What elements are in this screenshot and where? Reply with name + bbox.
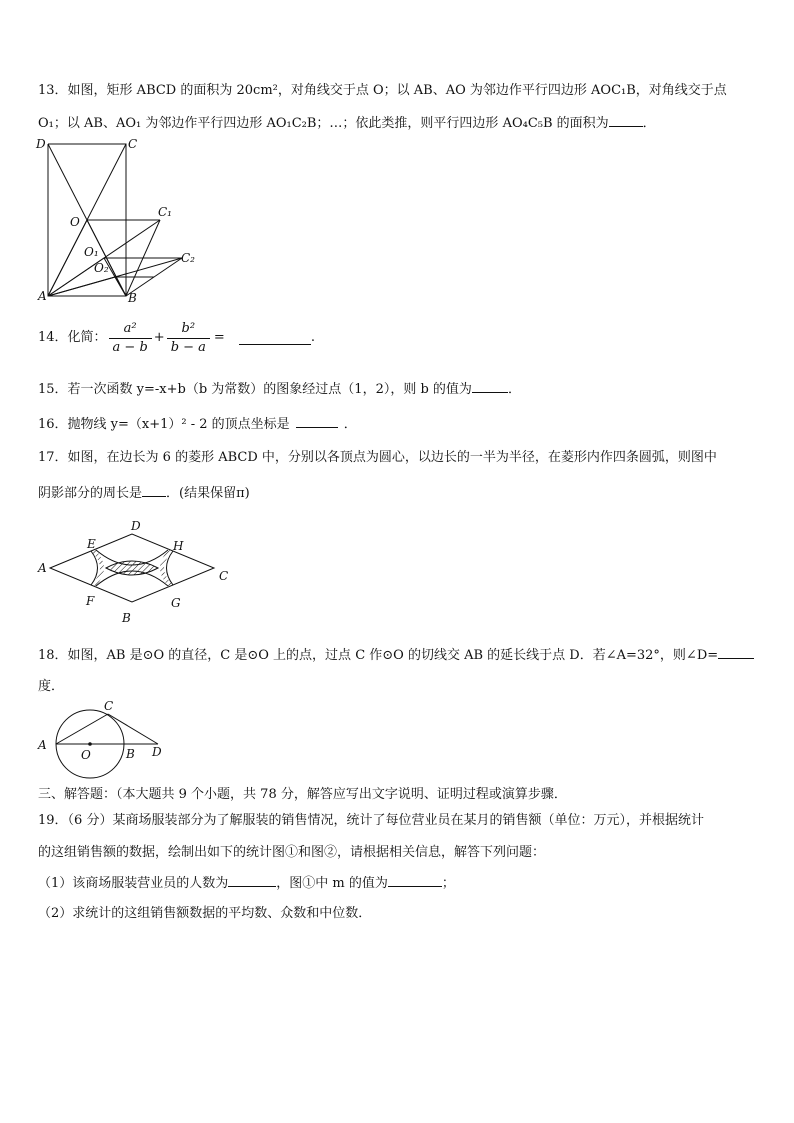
- q13-line2-end: ．: [642, 116, 656, 131]
- q18-line2: 度．: [38, 679, 65, 694]
- q14-prefix: 14．化简：: [38, 330, 107, 345]
- q14-suffix: .: [310, 330, 315, 345]
- q14-plus: +: [153, 330, 165, 345]
- q18-label-d: D: [152, 745, 162, 759]
- q14-answer-blank[interactable]: [239, 332, 311, 345]
- q19-sub1-text: （1）该商场服装营业员的人数为: [38, 876, 229, 891]
- q13-label-a: A: [38, 289, 47, 303]
- q13-label-o: O: [70, 215, 80, 229]
- q13-line2: [38, 114, 656, 133]
- q13-line2-text: O₁；以 AB、AO₁ 为邻边作平行四边形 AO₁C₂B；…；依此类推，则平行四边形 AO₄C₅B 的面积为: [38, 116, 609, 131]
- q15-line: [38, 380, 521, 399]
- q17-label-c: C: [219, 569, 229, 583]
- q17-label-b: B: [122, 611, 131, 625]
- q14-fraction-1: [109, 320, 152, 357]
- q19-line1: 19．（6 分）某商场服装部分为了解服装的销售情况，统计了每位营业员在某月的销售额（单位：万元），并根据统计: [38, 813, 704, 828]
- q18-label-a: A: [38, 738, 47, 752]
- q19-sub1-text2: ，图①中 m 的值为: [276, 876, 388, 891]
- q19-sub2: （2）求统计的这组销售额数据的平均数、众数和中位数．: [38, 906, 372, 921]
- q17-line2-text: 阴影部分的周长是: [38, 486, 143, 501]
- q13-label-c1: C₁: [158, 205, 172, 219]
- q19-sub1: [38, 874, 455, 893]
- q17-label-g: G: [171, 596, 181, 610]
- q18-figure: [34, 696, 174, 780]
- q19-sub1-blank1[interactable]: [228, 874, 276, 887]
- q15-suffix: ．: [507, 382, 521, 397]
- q19-line2: 的这组销售额的数据，绘制出如下的统计图①和图②，请根据相关信息，解答下列问题：: [38, 845, 546, 860]
- q13-label-d: D: [36, 137, 46, 151]
- q14-fraction-2: [167, 320, 210, 357]
- q16-line: [38, 415, 357, 434]
- q16-text: 16．抛物线 y=（x+1）² - 2 的顶点坐标是: [38, 417, 290, 432]
- q17-label-h: H: [173, 539, 184, 553]
- q17-line1: 17．如图，在边长为 6 的菱形 ABCD 中，分别以各顶点为圆心，以边长的一半为半径，在菱形内作四条圆弧，则图中: [38, 450, 717, 465]
- q13-line1: 13．如图，矩形 ABCD 的面积为 20cm²，对角线交于点 O；以 AB、AO 为邻边作平行四边形 AOC₁B，对角线交于点: [38, 83, 727, 98]
- q17-figure: [34, 516, 234, 626]
- q18-answer-blank[interactable]: [718, 646, 754, 659]
- q13-label-c2: C₂: [181, 251, 195, 265]
- q14-frac2-den: b − a: [167, 338, 210, 357]
- q13-label-c: C: [128, 137, 138, 151]
- q17-label-d: D: [131, 519, 141, 533]
- q18-line1: [38, 646, 754, 665]
- q18-line1-text: 18．如图，AB 是⊙O 的直径，C 是⊙O 上的点，过点 C 作⊙O 的切线交 AB 的延长线于点 D．若∠A=32°，则∠D=: [38, 648, 719, 663]
- q13-label-b: B: [128, 291, 137, 304]
- q14-equals: =: [213, 330, 225, 345]
- q13-answer-blank[interactable]: [609, 114, 643, 127]
- q18-label-o: O: [81, 748, 91, 762]
- q18-label-c: C: [104, 699, 114, 713]
- q13-label-o1: O₁: [84, 245, 99, 259]
- section3-header: 三、解答题：（本大题共 9 个小题，共 78 分，解答应写出文字说明、证明过程或演算步骤．: [38, 787, 567, 802]
- q16-answer-blank[interactable]: [296, 415, 338, 428]
- q17-line2: [38, 484, 250, 503]
- q17-label-f: F: [86, 594, 95, 608]
- q18-label-b: B: [126, 747, 135, 761]
- q15-text: 15．若一次函数 y=-x+b（b 为常数）的图象经过点（1，2），则 b 的值为: [38, 382, 472, 397]
- q19-sub1-end: ；: [441, 876, 455, 891]
- q14-frac1-num: a²: [123, 320, 137, 336]
- q15-answer-blank[interactable]: [472, 380, 508, 393]
- q14-line: [38, 316, 315, 360]
- q17-label-a: A: [38, 561, 47, 575]
- q14-frac2-num: b²: [181, 320, 196, 336]
- q14-frac1-den: a − b: [109, 338, 152, 357]
- q19-sub1-blank2[interactable]: [388, 874, 442, 887]
- q13-figure: [34, 134, 204, 304]
- q13-label-o2: O₂: [94, 261, 109, 275]
- q16-suffix: ．: [343, 417, 357, 432]
- q17-line2-end: ．(结果保留π): [166, 486, 250, 501]
- q17-label-e: E: [87, 537, 96, 551]
- q17-answer-blank[interactable]: [142, 484, 166, 497]
